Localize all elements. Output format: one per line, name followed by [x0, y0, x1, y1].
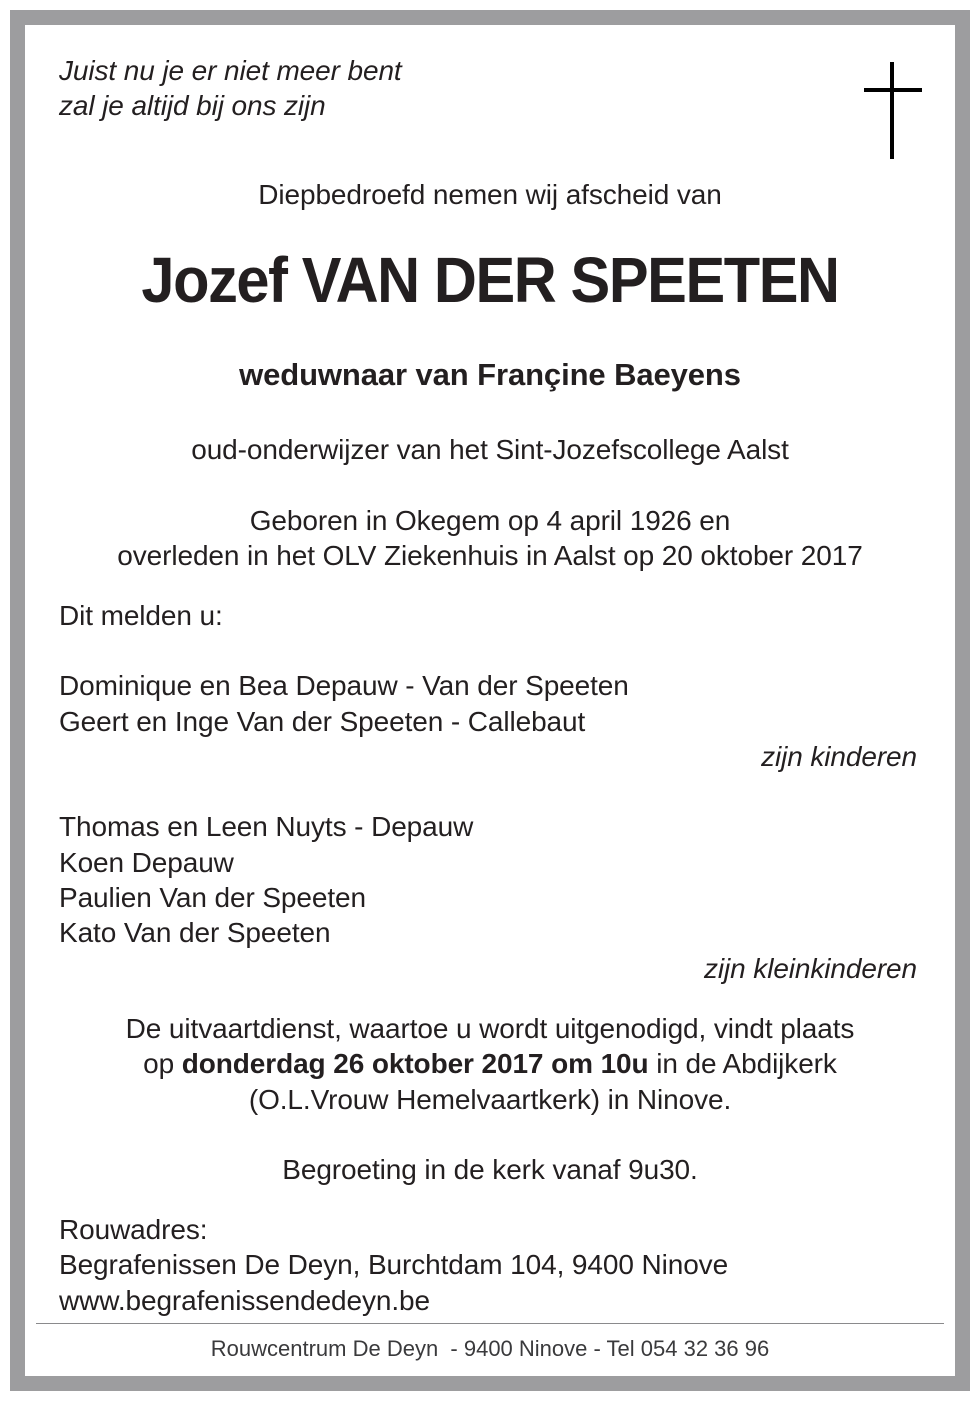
grandchildren-relation: zijn kleinkinderen — [704, 953, 917, 984]
grandchild-name: Paulien Van der Speeten — [59, 882, 366, 913]
intro-text: Diepbedroefd nemen wij afscheid van — [258, 179, 722, 210]
funeral-line-1: De uitvaartdienst, waartoe u wordt uitgenodigd, vindt plaats — [125, 1013, 855, 1044]
announce-label: Dit melden u: — [59, 600, 223, 631]
footer-divider — [36, 1323, 944, 1324]
deceased-name: Jozef VAN DER SPEETEN — [141, 244, 839, 316]
child-name: Geert en Inge Van der Speeten - Callebaut — [59, 706, 586, 737]
motto-line-2: zal je altijd bij ons zijn — [59, 90, 326, 121]
funeral-datetime: donderdag 26 oktober 2017 om 10u — [181, 1048, 649, 1079]
funeral-suffix: in de Abdijkerk — [648, 1048, 837, 1079]
birth-line: Geboren in Okegem op 4 april 1926 en — [249, 505, 731, 536]
address-label: Rouwadres: — [59, 1214, 208, 1245]
grandchild-name: Kato Van der Speeten — [59, 917, 331, 948]
funeral-line-2 — [0, 1046, 980, 1081]
motto-line-1: Juist nu je er niet meer bent — [59, 55, 402, 86]
grandchild-name: Thomas en Leen Nuyts - Depauw — [59, 811, 474, 842]
funeral-prefix: op — [143, 1048, 182, 1079]
child-name: Dominique en Bea Depauw - Van der Speeten — [59, 670, 629, 701]
funeral-line-3: (O.L.Vrouw Hemelvaartkerk) in Ninove. — [248, 1084, 732, 1115]
grandchild-name: Koen Depauw — [59, 847, 234, 878]
children-relation: zijn kinderen — [761, 741, 917, 772]
cross-icon — [864, 62, 922, 160]
website-link[interactable]: www.begrafenissendedeyn.be — [59, 1285, 430, 1316]
greeting-line: Begroeting in de kerk vanaf 9u30. — [282, 1154, 698, 1185]
death-line: overleden in het OLV Ziekenhuis in Aalst op 20 oktober 2017 — [117, 540, 863, 571]
occupation-line: oud-onderwijzer van het Sint-Jozefscollege Aalst — [191, 434, 789, 465]
footer-text: Rouwcentrum De Deyn - 9400 Ninove - Tel 054 32 36 96 — [210, 1336, 770, 1361]
address-line: Begrafenissen De Deyn, Burchtdam 104, 9400 Ninove — [59, 1249, 729, 1280]
spouse-line: weduwnaar van Françine Baeyens — [239, 357, 741, 392]
